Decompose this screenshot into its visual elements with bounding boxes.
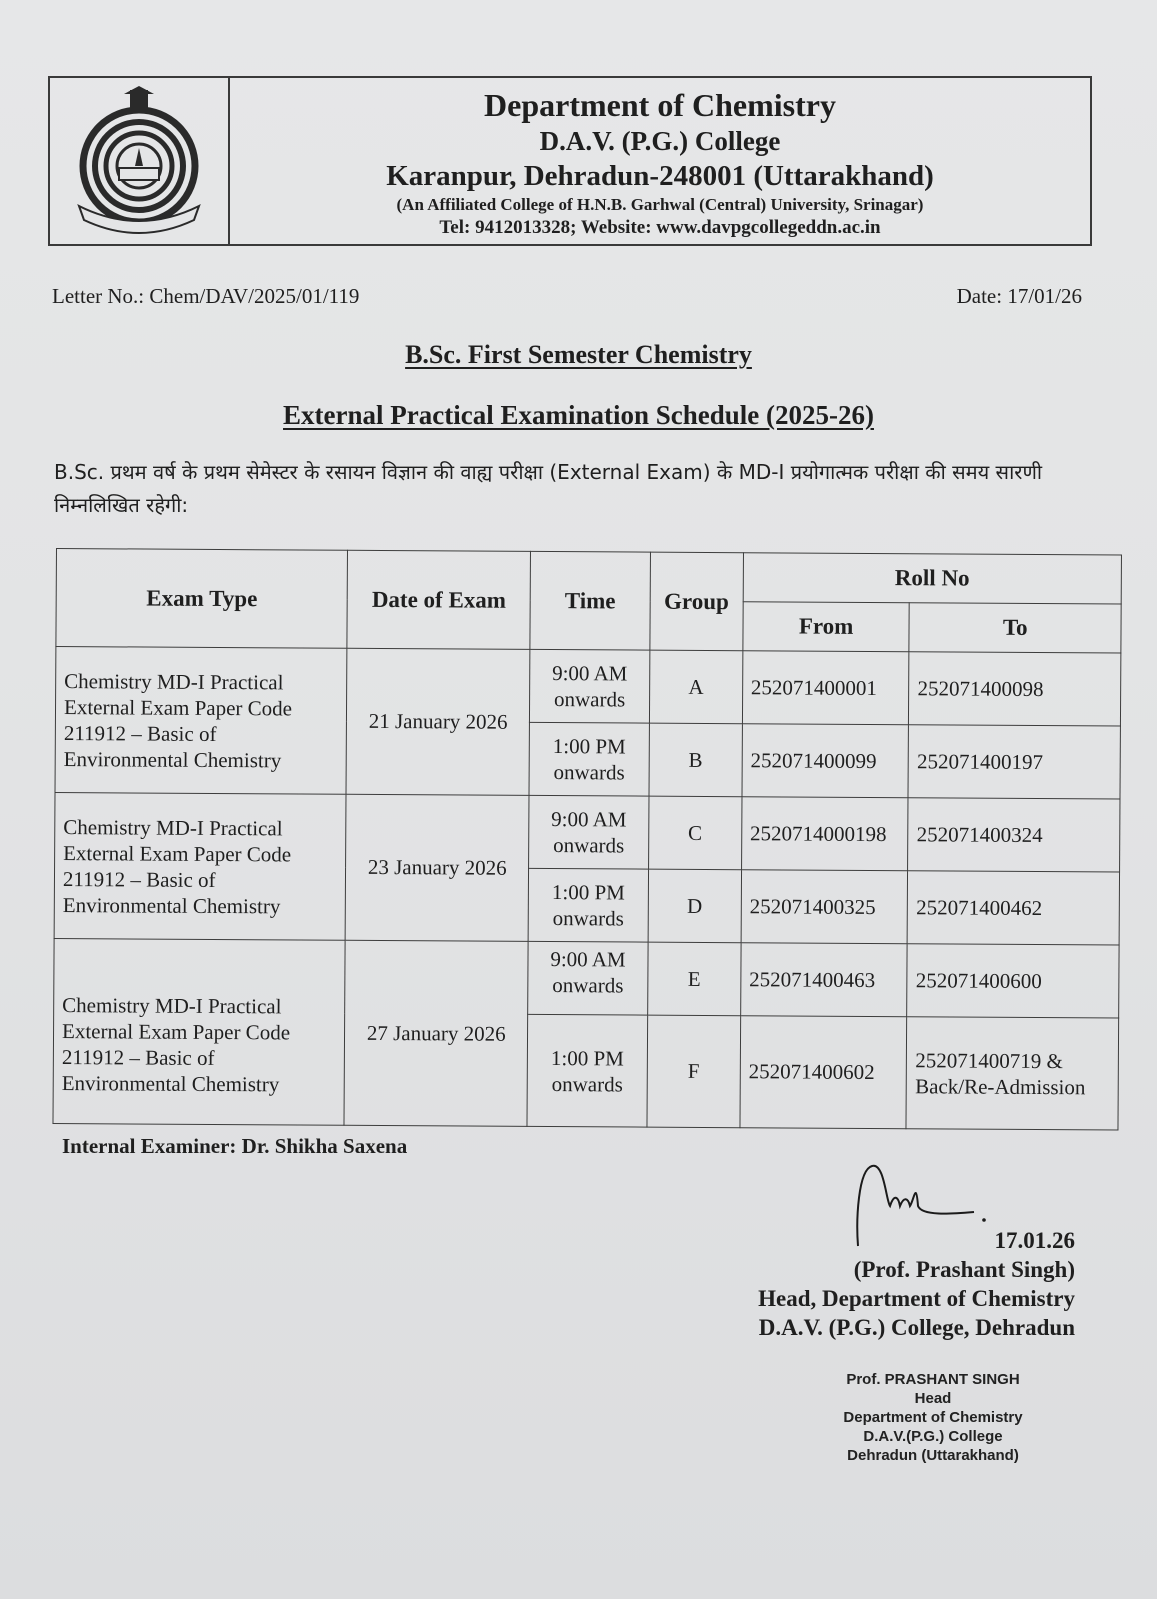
stamp-line: D.A.V.(P.G.) College (863, 1428, 1003, 1445)
intro-paragraph: B.Sc. प्रथम वर्ष के प्रथम सेमेस्टर के रसायन विज्ञान की वाह्य परीक्षा (External Exam) के MD-I प्रयोगात्मक परीक्षा की समय सारणी निम्नलिखित रहेगी: (54, 460, 1043, 517)
time-cell: 9:00 AM onwards (528, 941, 648, 1015)
time-cell: 1:00 PM onwards (529, 722, 649, 796)
affiliation: (An Affiliated College of H.N.B. Garhwal (Central) University, Srinagar) (396, 195, 924, 214)
exam-type-cell: Chemistry MD-I Practical External Exam Paper Code 211912 – Basic of Environmental Chemistry (55, 647, 347, 795)
time-cell: 9:00 AM onwards (529, 795, 649, 869)
roll-from-cell: 252071400325 (741, 870, 908, 944)
roll-from-cell: 252071400001 (742, 651, 909, 725)
college-emblem-icon (64, 86, 214, 236)
signatory-institution: D.A.V. (P.G.) College, Dehradun (758, 1315, 1075, 1340)
stamp-line: Department of Chemistry (843, 1409, 1023, 1426)
table-row (54, 938, 1119, 1018)
course-title: B.Sc. First Semester Chemistry (405, 340, 752, 369)
table-row (55, 647, 1120, 727)
group-cell: D (648, 869, 741, 943)
exam-date-cell: 21 January 2026 (346, 648, 530, 795)
letter-meta (52, 284, 1082, 309)
stamp-line: Head (914, 1390, 952, 1407)
header-row (56, 549, 1121, 605)
college-address: Karanpur, Dehradun-248001 (Uttarakhand) (386, 160, 934, 192)
roll-to-cell: 252071400719 & Back/Re-Admission (906, 1017, 1118, 1130)
group-cell: A (649, 650, 742, 724)
header-time: Time (530, 551, 650, 650)
signatory-name: (Prof. Prashant Singh) (853, 1257, 1075, 1282)
contact-info: Tel: 9412013328; Website: www.davpgcollegeddn.ac.in (439, 217, 881, 238)
group-cell: F (647, 1015, 741, 1128)
schedule-table (52, 548, 1121, 1131)
letterhead-text (230, 86, 1090, 240)
signatory-designation: Head, Department of Chemistry (758, 1286, 1075, 1311)
internal-examiner: Internal Examiner: Dr. Shikha Saxena (62, 1134, 408, 1158)
exam-type-cell: Chemistry MD-I Practical External Exam Paper Code 211912 – Basic of Environmental Chemistry (54, 792, 346, 940)
roll-to-cell: 252071400098 (909, 652, 1121, 726)
signature-date: 17.01.26 (994, 1228, 1075, 1253)
group-cell: C (648, 796, 741, 870)
roll-from-cell: 252071400099 (742, 724, 909, 798)
header-to: To (909, 603, 1121, 653)
signature-block (758, 1226, 1075, 1342)
stamp-line: Dehradun (Uttarakhand) (847, 1447, 1019, 1464)
group-cell: B (649, 723, 742, 797)
roll-from-cell: 252071400463 (740, 943, 907, 1017)
time-cell: 9:00 AM onwards (530, 649, 650, 723)
header-roll-no: Roll No (743, 553, 1121, 604)
letterhead (48, 76, 1092, 246)
header-from: From (743, 602, 910, 652)
logo-box (50, 78, 230, 244)
table-row (55, 792, 1120, 872)
time-cell: 1:00 PM onwards (528, 868, 648, 942)
roll-to-cell: 252071400197 (908, 725, 1120, 799)
letter-date: Date: 17/01/26 (956, 284, 1082, 308)
header-group: Group (650, 552, 744, 651)
stamp-line: Prof. PRASHANT SINGH (846, 1371, 1020, 1388)
header-date: Date of Exam (347, 550, 531, 649)
group-cell: E (647, 942, 740, 1016)
time-cell: 1:00 PM onwards (527, 1014, 647, 1127)
college-name: D.A.V. (P.G.) College (539, 126, 781, 156)
letter-number: Letter No.: Chem/DAV/2025/01/119 (52, 284, 360, 308)
roll-from-cell: 2520714000198 (741, 797, 908, 871)
roll-to-cell: 252071400600 (907, 944, 1119, 1018)
roll-to-cell: 252071400462 (907, 871, 1119, 945)
exam-type-cell: Chemistry MD-I Practical External Exam Paper Code 211912 – Basic of Environmental Chemistry (53, 938, 345, 1125)
schedule-title: External Practical Examination Schedule (2025-26) (283, 400, 874, 430)
official-stamp (820, 1370, 1046, 1465)
exam-date-cell: 23 January 2026 (345, 794, 529, 941)
department-name: Department of Chemistry (484, 87, 836, 123)
exam-date-cell: 27 January 2026 (344, 940, 528, 1126)
roll-from-cell: 252071400602 (740, 1016, 907, 1129)
roll-to-cell: 252071400324 (908, 798, 1120, 872)
header-exam-type: Exam Type (56, 549, 348, 649)
